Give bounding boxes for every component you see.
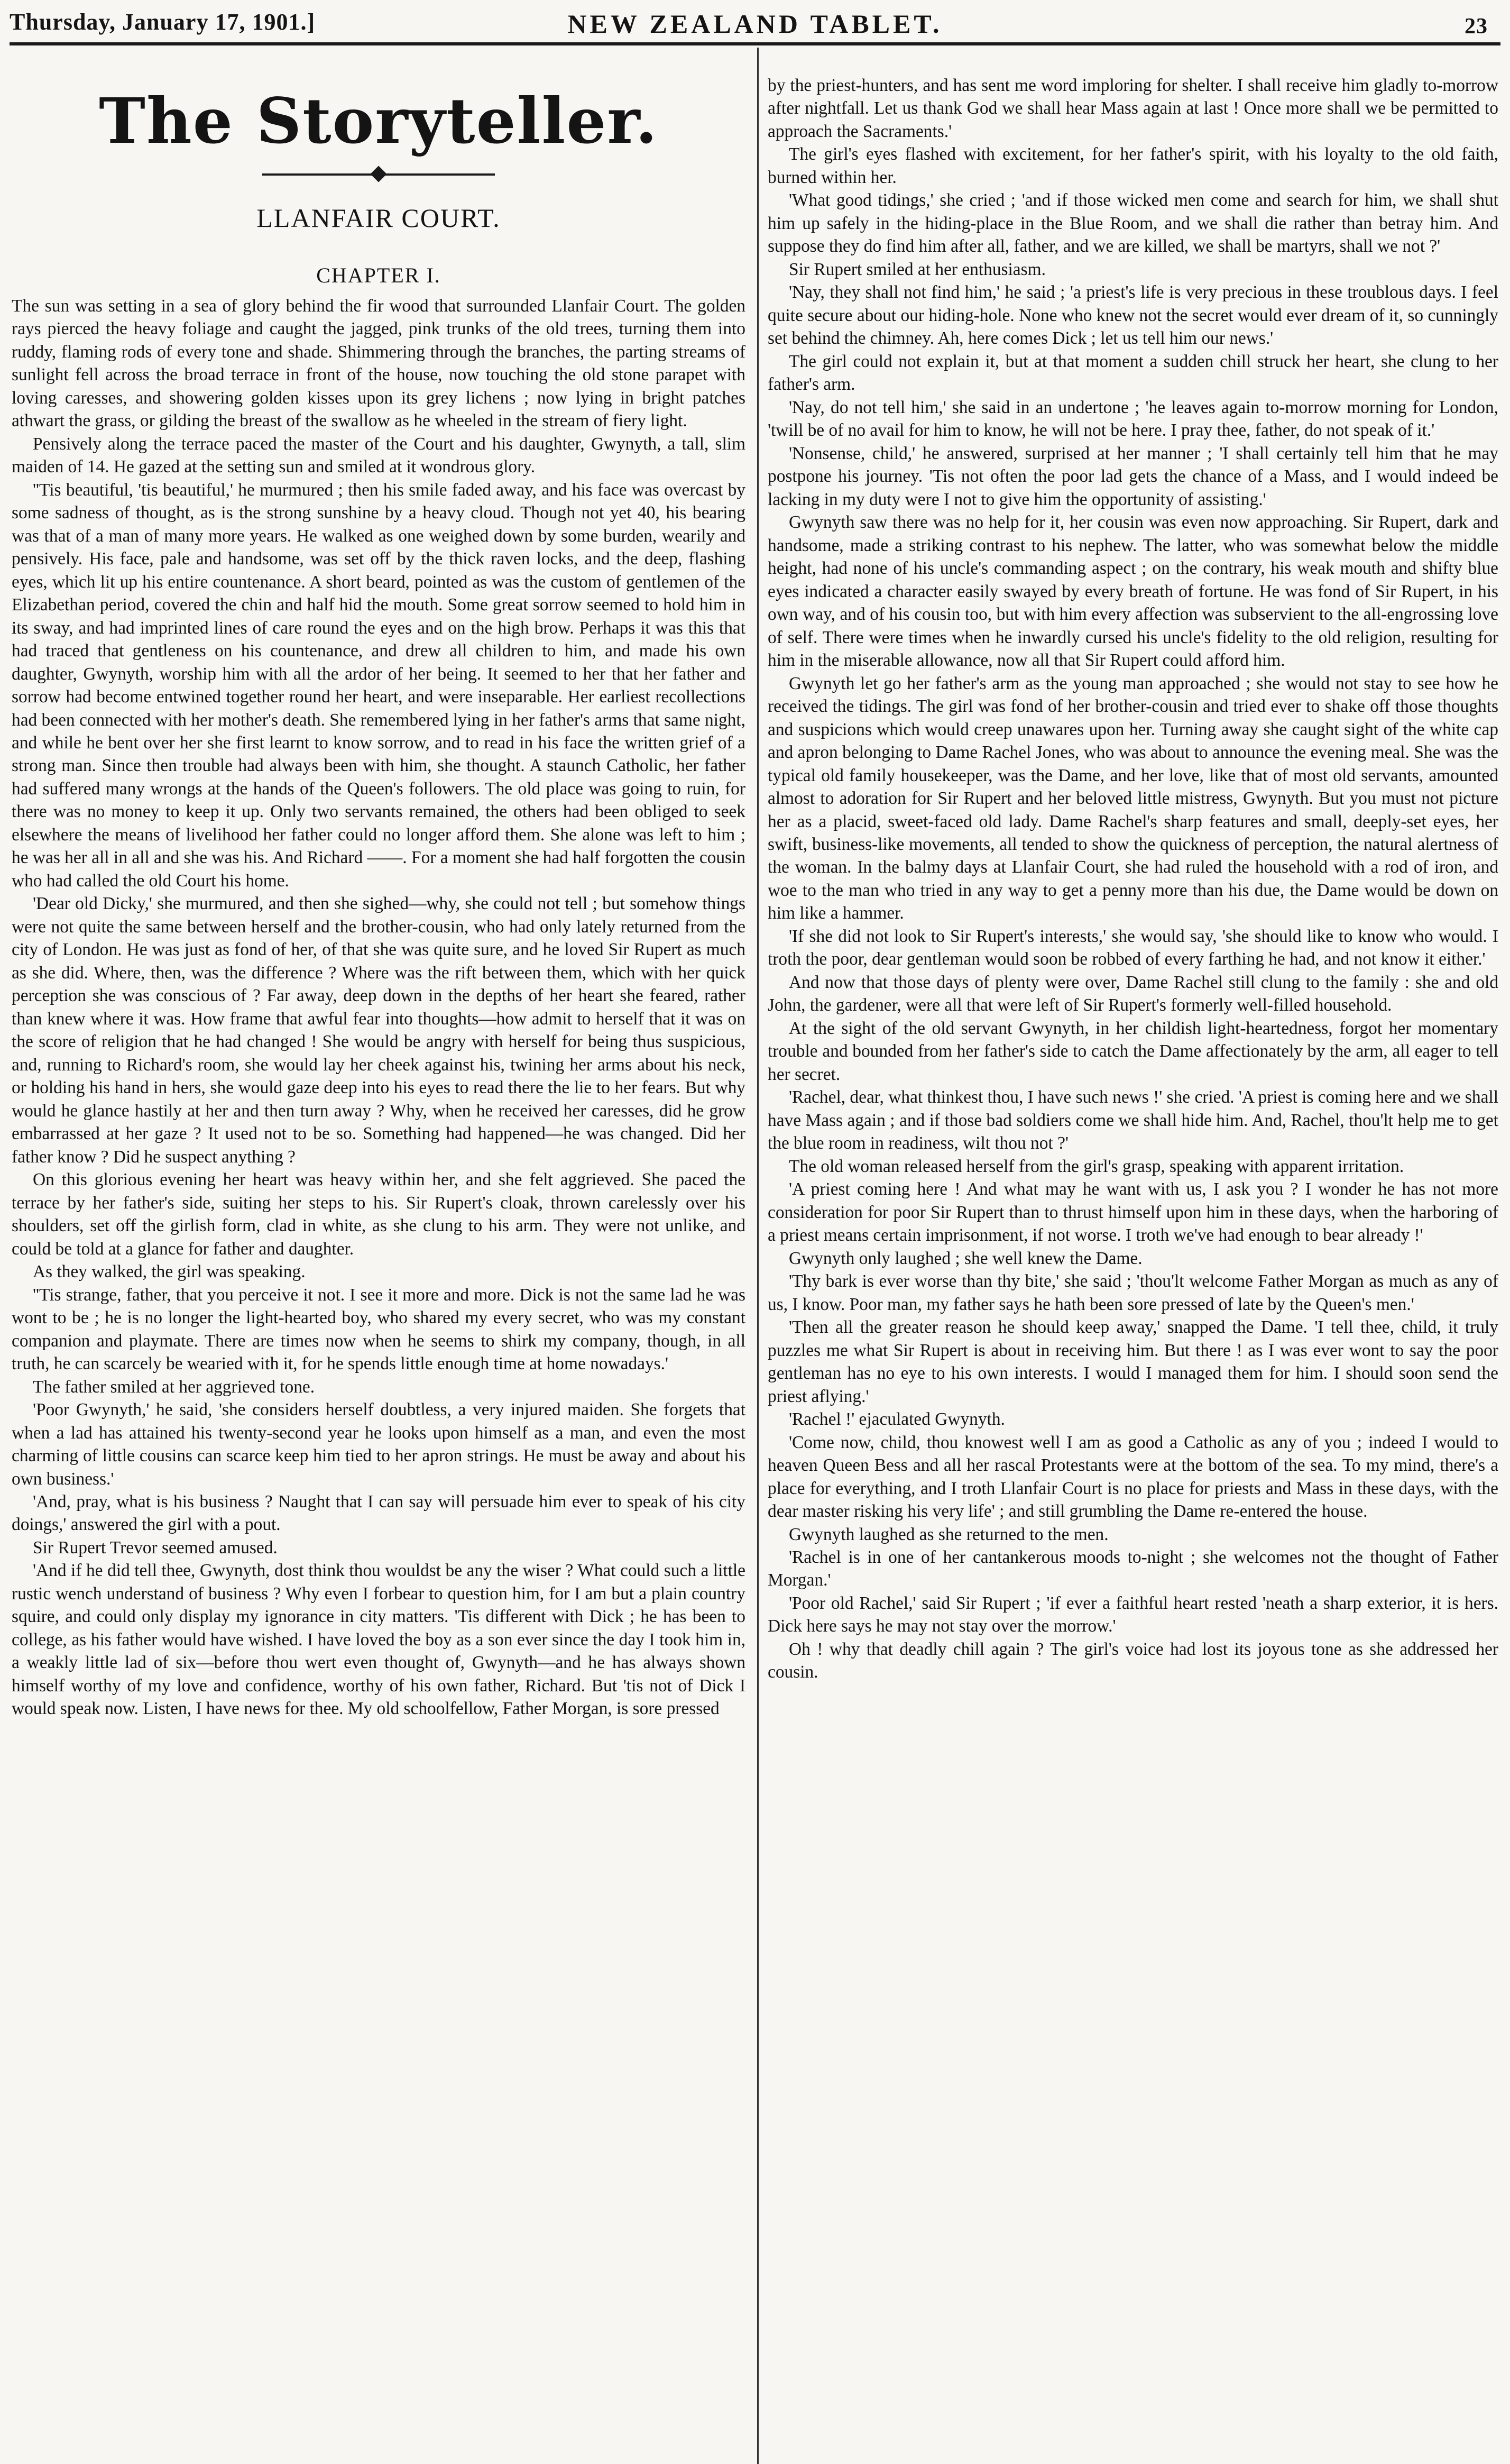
paragraph: Pensively along the terrace paced the master of the Court and his daughter, Gwynyth, a tall, slim maiden of 14. He gazed at the setting sun and smiled at it wondrous glory. (12, 434, 745, 477)
paragraph: ''Tis strange, father, that you perceive it not. I see it more and more. Dick is not the same lad he was wont to be ; he is no longer the light-hearted boy, who shared my every secret, who was my constant companion and playmate. There are times now when he seems to shirk my company, though, in all truth, he can scarcely be wearied with it, for he spends little enough time at home nowadays.' (12, 1285, 745, 1374)
paragraph: 'Poor old Rachel,' said Sir Rupert ; 'if ever a faithful heart rested 'neath a sharp exterior, it is hers. Dick here says he may not stay over the morrow.' (768, 1593, 1498, 1636)
paragraph: And now that those days of plenty were over, Dame Rachel still clung to the family : she and old John, the gardener, were all that were left of Sir Rupert's formerly well-filled household. (768, 972, 1498, 1015)
paragraph: 'Nay, do not tell him,' she said in an undertone ; 'he leaves again to-morrow morning for London, 'twill be of no avail for him to know, he will not be here. I pray thee, father, do not speak of it.' (768, 397, 1498, 441)
paragraph: The old woman released herself from the girl's grasp, speaking with apparent irritation. (789, 1156, 1404, 1176)
paragraph: 'What good tidings,' she cried ; 'and if those wicked men come and search for him, we shall shut him up safely in the hiding-place in the Blue Room, and we shall die rather than betray him. And suppose they do find him after all, father, and we are killed, we shall be martyrs, shall we not ?' (768, 190, 1498, 257)
paragraph: 'Rachel, dear, what thinkest thou, I have such news !' she cried. 'A priest is coming here and we shall have Mass again ; and if those bad soldiers come we shall hide him. And, Rachel, thou'lt help me to get the blue room in readiness, wilt thou not ?' (768, 1087, 1498, 1153)
paragraph: 'Nay, they shall not find him,' he said ; 'a priest's life is very precious in these troublous days. I feel quite secure about our hiding-hole. None who knew not the secret would ever dream of it, so cunningly set behind the chimney. Ah, here comes Dick ; let us tell him our news.' (768, 282, 1498, 349)
header-page-number: 23 (1465, 14, 1488, 39)
paragraph: 'Rachel !' ejaculated Gwynyth. (789, 1409, 1005, 1430)
paragraph: 'Thy bark is ever worse than thy bite,' she said ; 'thou'lt welcome Father Morgan as much as any of us, I know. Poor man, my father says he hath been sore pressed of late by the Queen's men.' (768, 1271, 1498, 1314)
paragraph: Sir Rupert Trevor seemed amused. (33, 1537, 278, 1558)
paragraph: 'Nonsense, child,' he answered, surprised at her manner ; 'I shall certainly tell him that he may postpone his journey. 'Tis not often the poor lad gets the chance of a Mass, and I would indeed be lacking in my duty were I not to give him the opportunity of assisting.' (768, 443, 1498, 509)
paragraph: ''Tis beautiful, 'tis beautiful,' he murmured ; then his smile faded away, and his face was overcast by some sadness of thought, as is the strong sunshine by a heavy cloud. Though not yet 40, his bearing was that of a man of many more years. He walked as one weighed down by some burden, wearily and pensively. His face, pale and handsome, was set off by the thick raven locks, and the deep, flashing eyes, which lit up his entire countenance. A short beard, pointed as was the custom of gentlemen of the Elizabethan period, covered the chin and half hid the mouth. Some great sorrow seemed to hold him in its sway, and had imprinted lines of care round the eyes and on the high brow. Perhaps it was this that had traced that gentleness on his countenance, and drew all children to him, and made his own daughter, Gwynyth, worship him with all the ardor of her being. It seemed to her that her father and sorrow had become entwined together round her heart, and were inseparable. Her earliest recollections had been connected with her mother's death. She remembered lying in her father's arms that same night, and while he bent over her she first learnt to know sorrow, and to read in his face the written grief of a strong man. Since then trouble had always been with him, she thought. A staunch Catholic, her father had suffered many wrongs at the hands of the Queen's followers. The old place was going to ruin, for there was no money to keep it up. Only two servants remained, the others had been obliged to seek elsewhere the means of livelihood her father could no longer afford them. She alone was left to him ; he was her all in all and she was his. And Richard ——. For a moment she had half forgotten the cousin who had called the old Court his home. (12, 480, 746, 891)
paragraph: The father smiled at her aggrieved tone. (33, 1377, 315, 1397)
page-header (10, 0, 1500, 45)
paragraph: 'Dear old Dicky,' she murmured, and then she sighed—why, she could not tell ; but somehow things were not quite the same between herself and the brother-cousin, who had only lately returned from the city of London. He was just as fond of her, of that she was quite sure, and he loved Sir Rupert as much as she did. Where, then, was the difference ? Where was the rift between them, which with her quick perception she was conscious of ? Far away, deep down in the depths of her heart she feared, rather than knew where it was. How frame that awful fear into thoughts—how admit to herself that it was on the score of religion that he had changed ! She would be angry with herself for being thus suspicious, and, running to Richard's room, she would lay her cheek against his, twining her arms about his neck, or holding his hand in hers, she would gaze deep into his eyes to read there the lie to her fears. But why would he glance hastily at her and then turn away ? Why, when he received her caresses, did he grow embarrassed at her gaze ? It used not to be so. Something had happened—he was changed. Did her father know ? Did he suspect anything ? (12, 894, 745, 1167)
paragraph: Gwynyth saw there was no help for it, her cousin was even now approaching. Sir Rupert, dark and handsome, made a striking contrast to his nephew. The latter, who was somewhat below the middle height, had none of his uncle's commanding aspect ; on the contrary, his weak mouth and shifty blue eyes indicated a character easily swayed by every breath of fortune. He was fond of Sir Rupert, in his own way, and of his cousin too, but with him every affection was subservient to the all-engrossing love of self. There were times when he inwardly cursed his uncle's fidelity to the old religion, resulting for him in the miserable allowance, now all that Sir Rupert could afford him. (768, 512, 1498, 671)
paragraph: Gwynyth let go her father's arm as the young man approached ; she would not stay to see how he received the tidings. The girl was fond of her brother-cousin and tried ever to shake off those thoughts and suspicions which would creep unawares upon her. Turning away she caught sight of the white cap and apron belonging to Dame Rachel Jones, who was about to announce the evening meal. She was the typical old family housekeeper, was the Dame, and her love, like that of most old servants, amounted almost to adoration for Sir Rupert and her beloved little mistress, Gwynyth. But you must not picture her as a placid, sweet-faced old lady. Dame Rachel's sharp features and small, deeply-set eyes, her swift, business-like movements, all tended to show the quickness of perception, the natural alertness of the woman. In the balmy days at Llanfair Court, she had ruled the household with a rod of iron, and woe to the man who tried in any way to get a penny more than his due, the Dame would be down on him like a hammer. (768, 673, 1498, 923)
paragraph: As they walked, the girl was speaking. (33, 1262, 306, 1282)
paragraph: 'If she did not look to Sir Rupert's interests,' she would say, 'she should like to know who would. I troth the poor, dear gentleman would soon be robbed of every farthing he had, and not know it either.' (768, 926, 1498, 969)
chapter-heading: CHAPTER I. (316, 263, 441, 287)
paragraph: The girl could not explain it, but at that moment a sudden chill struck her heart, she clung to her father's arm. (768, 351, 1498, 395)
paragraph: Oh ! why that deadly chill again ? The girl's voice had lost its joyous tone as she addressed her cousin. (768, 1639, 1498, 1682)
paragraph: Sir Rupert smiled at her enthusiasm. (789, 259, 1046, 279)
paragraph: 'Poor Gwynyth,' he said, 'she considers herself doubtless, a very injured maiden. She forgets that when a lad has attained his twenty-second year he looks upon himself as a man, and even the most charming of little cousins can scarce keep him tied to her apron strings. He must be away and about his own business.' (12, 1400, 745, 1489)
right-column (768, 74, 1498, 2464)
header-date: Thursday, January 17, 1901.] (10, 9, 316, 35)
paragraph: 'Come now, child, thou knowest well I am as good a Catholic as any of you ; indeed I would to heaven Queen Bess and all her rascal Protestants were at the bottom of the sea. To my mind, there's a place for everything, and I troth Llanfair Court is no place for priests and Mass in these days, with the dear master risking his very life' ; and still grumbling the Dame re-entered the house. (768, 1432, 1498, 1522)
paragraph: 'A priest coming here ! And what may he want with us, I ask you ? I wonder he has not more consideration for poor Sir Rupert than to thrust himself upon him in these days, when the harboring of a priest means certain imprisonment, if not worse. I troth we've had enough to bear already !' (768, 1179, 1498, 1245)
column-divider (757, 48, 759, 2464)
section-masthead: The Storyteller. (99, 84, 658, 158)
paragraph: At the sight of the old servant Gwynyth, in her childish light-heartedness, forgot her momentary trouble and bounded from her father's side to catch the Dame affectionately by the arm, all eager to tell her secret. (768, 1018, 1498, 1084)
paragraph: by the priest-hunters, and has sent me word imploring for shelter. I shall receive him gladly to-morrow after nightfall. Let us thank God we shall hear Mass again at last ! Once more shall we be permitted to approach the Sacraments.' (768, 76, 1498, 141)
paragraph: Gwynyth only laughed ; she well knew the Dame. (789, 1248, 1143, 1268)
paragraph: On this glorious evening her heart was heavy within her, and she felt aggrieved. She paced the terrace by her father's side, suiting her steps to his. Sir Rupert's cloak, thrown carelessly over his shoulders, set off the girlish form, clad in white, as she clung to his arm. They were not unlike, and could be told at a glance for father and daughter. (12, 1170, 745, 1259)
paragraph: The girl's eyes flashed with excitement, for her father's spirit, with his loyalty to the old faith, burned within her. (768, 144, 1498, 187)
header-publication: NEW ZEALAND TABLET. (567, 9, 943, 39)
story-title: LLANFAIR COURT. (256, 203, 501, 233)
paragraph: 'And, pray, what is his business ? Naught that I can say will persuade him ever to speak of his city doings,' answered the girl with a pout. (12, 1491, 745, 1535)
paragraph: Gwynyth laughed as she returned to the men. (789, 1524, 1109, 1544)
paragraph: The sun was setting in a sea of glory behind the fir wood that surrounded Llanfair Court. The golden rays pierced the heavy foliage and caught the jagged, pink trunks of the old trees, turning them into ruddy, flaming rods of every tone and shade. Shimmering through the branches, the parting streams of sunlight fell across the broad terrace in front of the house, now touching the old stone parapet with loving caresses, and showering golden kisses upon its grey lichens ; now lying in bright patches athwart the grass, or gilding the breast of the swallow as he wheeled in the stream of fiery light. (12, 296, 745, 431)
paragraph: 'Then all the greater reason he should keep away,' snapped the Dame. 'I tell thee, child, it truly puzzles me what Sir Rupert is about in receiving him. But there ! as I was ever wont to say the poor gentleman has no eye to his own interests. I would I managed them for him. I should soon send the priest aflying.' (768, 1317, 1498, 1406)
diamond-icon (370, 166, 386, 182)
masthead-ornament (262, 164, 495, 185)
left-column (12, 61, 745, 2464)
paragraph: 'And if he did tell thee, Gwynyth, dost think thou wouldst be any the wiser ? What could such a little rustic wench understand of business ? Why even I forbear to question him, for I am but a plain country squire, and could only display my ignorance in city matters. 'Tis different with Dick ; he has been to college, as his father would have wished. I have loved the boy as a son ever since the day I took him in, a weakly little lad of six—before thou wert even thought of, Gwynyth—and he has always shown himself worthy of my love and confidence, worthy of his own father, Richard. But 'tis not of Dick I would speak now. Listen, I have news for thee. My old schoolfellow, Father Morgan, is sore pressed (12, 1561, 745, 1719)
paragraph: 'Rachel is in one of her cantankerous moods to-night ; she welcomes not the thought of Father Morgan.' (768, 1547, 1498, 1590)
